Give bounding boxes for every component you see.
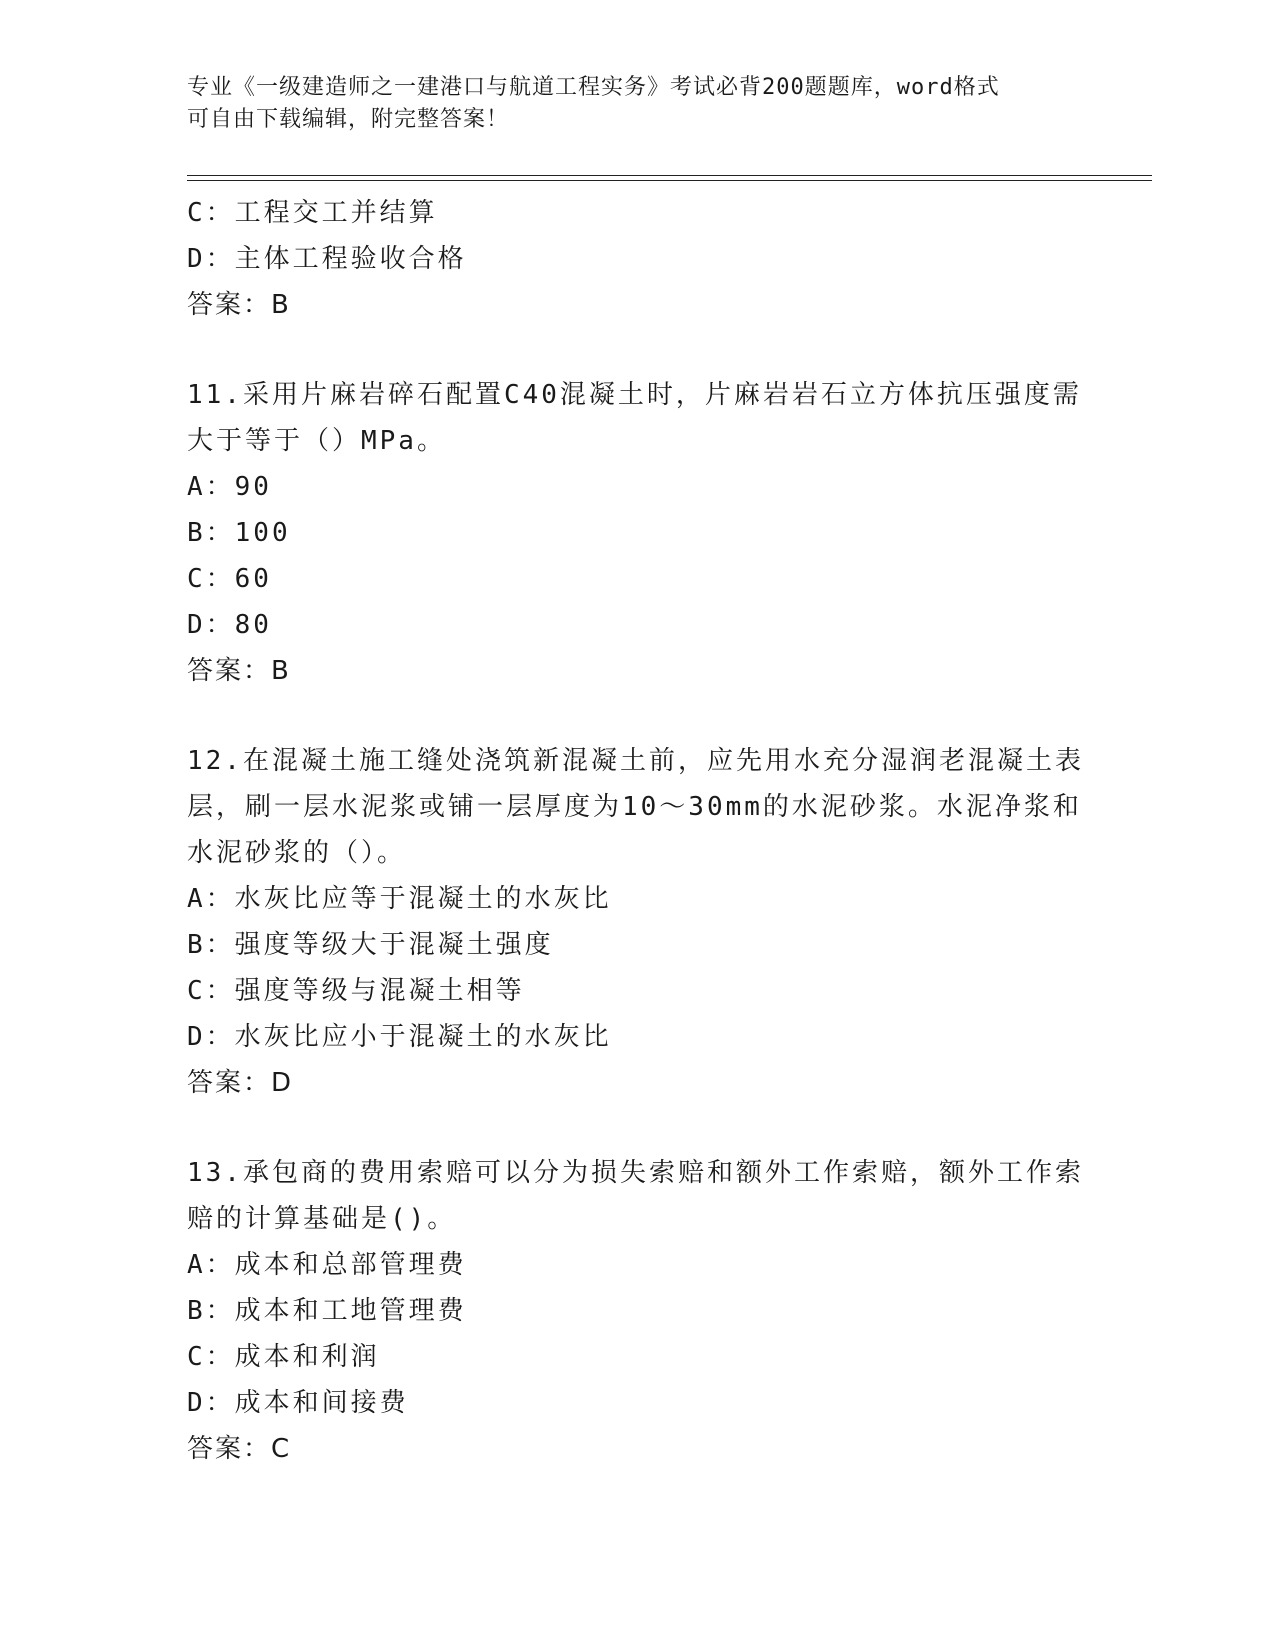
question-block-12 (187, 738, 1087, 1106)
option-c: C：成本和利润 (187, 1342, 380, 1372)
spacer (187, 694, 1087, 738)
question-block-11 (187, 372, 1087, 694)
question-list (187, 190, 1087, 1472)
question-block-13 (187, 1150, 1087, 1472)
option-a: A：成本和总部管理费 (187, 1250, 467, 1280)
answer: 答案：C (187, 1434, 292, 1464)
option-d: D：成本和间接费 (187, 1388, 409, 1418)
spacer (187, 1106, 1087, 1150)
question-block-10 (187, 190, 1087, 328)
option-b: B：强度等级大于混凝土强度 (187, 930, 554, 960)
spacer (187, 328, 1087, 372)
option-c: C：工程交工并结算 (187, 198, 438, 228)
question-stem-line: 13.承包商的费用索赔可以分为损失索赔和额外工作索赔，额外工作索 (187, 1158, 1084, 1188)
option-a: A：90 (187, 472, 272, 502)
header-line-2: 可自由下载编辑，附完整答案！ (187, 107, 510, 132)
option-b: B：成本和工地管理费 (187, 1296, 467, 1326)
option-a: A：水灰比应等于混凝土的水灰比 (187, 884, 612, 914)
question-stem-line: 赔的计算基础是()。 (187, 1204, 457, 1234)
header-rule-bottom (187, 180, 1152, 181)
option-b: B：100 (187, 518, 291, 548)
header-rule-top (187, 175, 1152, 176)
option-c: C：强度等级与混凝土相等 (187, 976, 525, 1006)
answer: 答案：B (187, 290, 291, 320)
option-c: C：60 (187, 564, 272, 594)
answer: 答案：D (187, 1068, 294, 1098)
question-stem-line: 水泥砂浆的（）。 (187, 838, 407, 868)
option-d: D：80 (187, 610, 272, 640)
document-header (187, 72, 1067, 136)
question-stem-line: 大于等于（）MPa。 (187, 426, 446, 456)
question-stem-line: 11.采用片麻岩碎石配置C40混凝土时，片麻岩岩石立方体抗压强度需 (187, 380, 1082, 410)
answer: 答案：B (187, 656, 291, 686)
option-d: D：水灰比应小于混凝土的水灰比 (187, 1022, 612, 1052)
question-stem-line: 层，刷一层水泥浆或铺一层厚度为10～30mm的水泥砂浆。水泥净浆和 (187, 792, 1082, 822)
header-line-1: 专业《一级建造师之一建港口与航道工程实务》考试必背200题题库，word格式 (187, 75, 1000, 100)
question-stem-line: 12.在混凝土施工缝处浇筑新混凝土前，应先用水充分湿润老混凝土表 (187, 746, 1084, 776)
option-d: D：主体工程验收合格 (187, 244, 467, 274)
